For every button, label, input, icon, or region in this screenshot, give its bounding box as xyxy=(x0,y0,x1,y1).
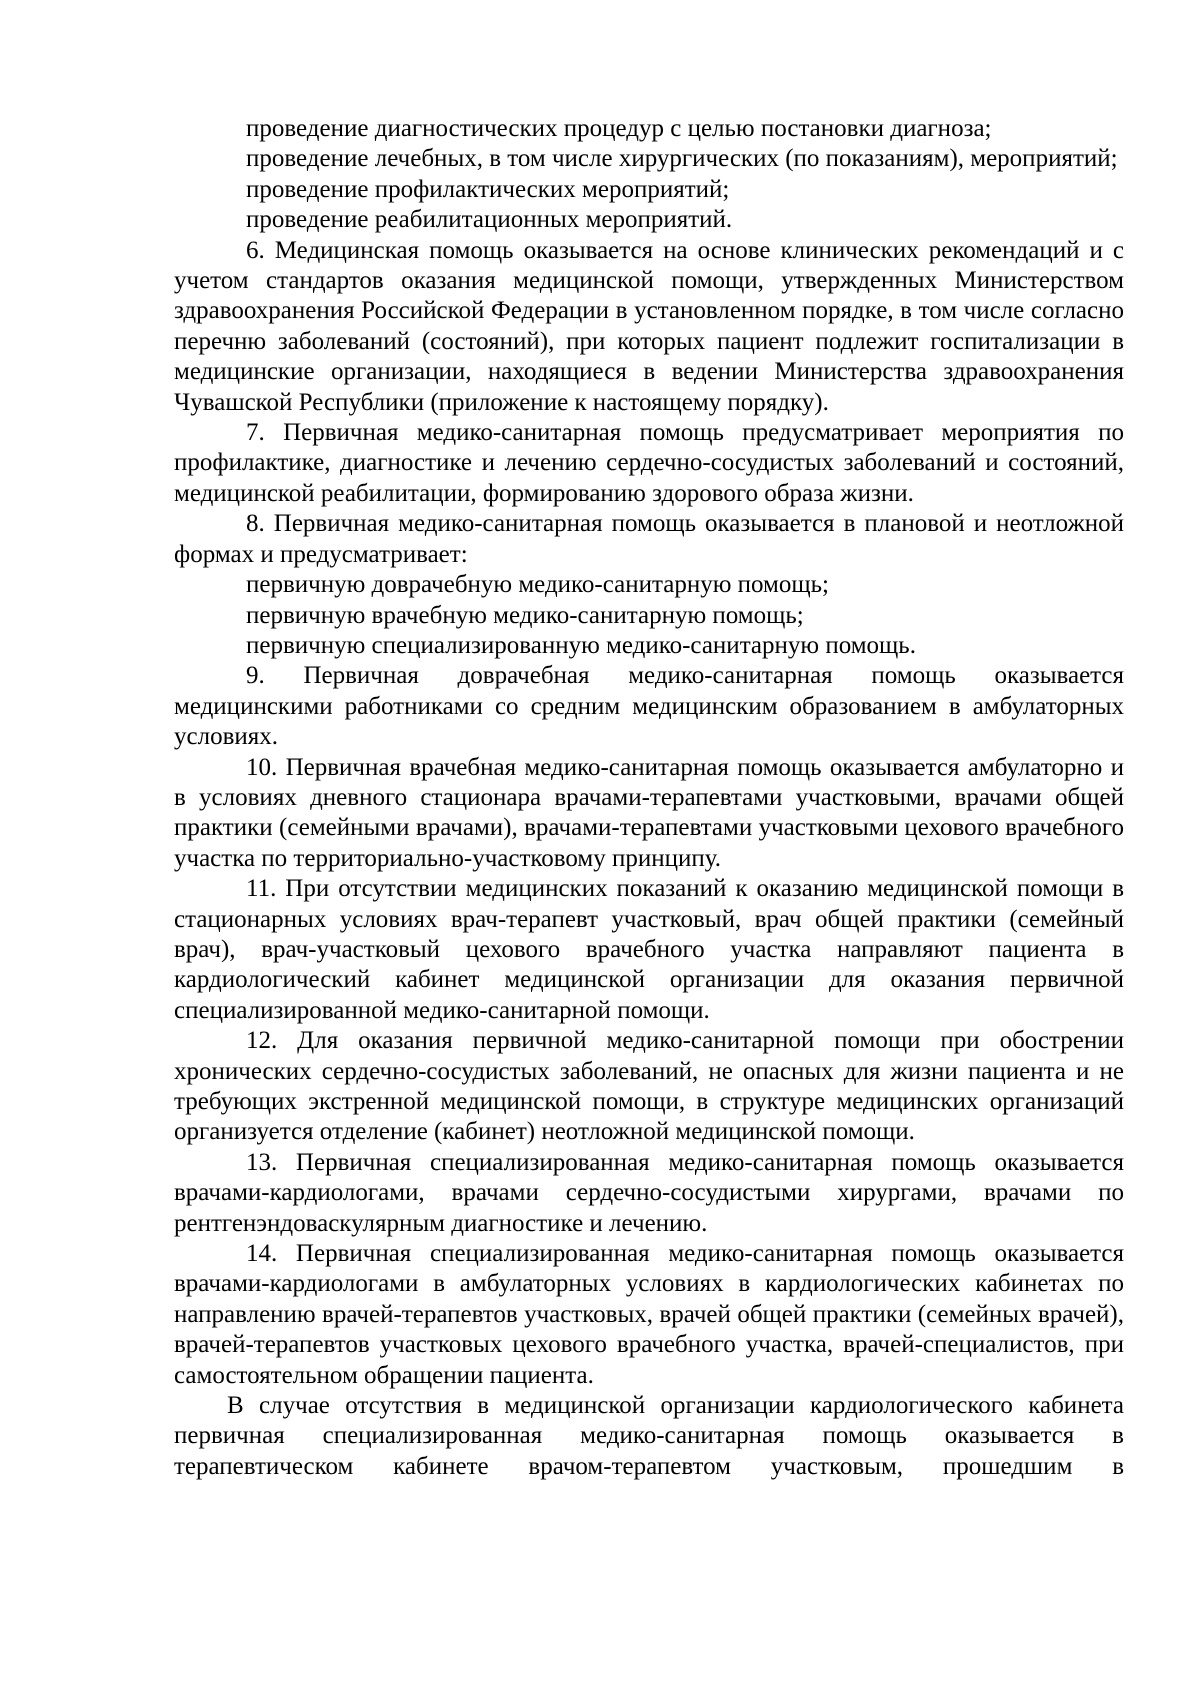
paragraph-treatment: проведение лечебных, в том числе хирургических (по показаниям), мероприятий; xyxy=(246,145,1118,173)
paragraph-prehospital-care: первичную доврачебную медико-санитарную помощь; xyxy=(246,571,829,599)
paragraph-item-10: 10. Первичная врачебная медико-санитарная помощь оказывается амбулаторно и в условиях дневного стационара врачами-терапевтами участковыми, врачами общей практики (семейными врачами), врачами-терапевтами участковыми цехового врачебного участка по территориально-участковому принципу. xyxy=(174,753,1124,872)
paragraph-item-8: 8. Первичная медико-санитарная помощь оказывается в плановой и неотложной формах и предусматривает: xyxy=(174,510,1124,568)
paragraph-item-13: 13. Первичная специализированная медико-санитарная помощь оказывается врачами-кардиологами, врачами сердечно-сосудистыми хирургами, врачами по рентгенэндоваскулярным диагностике и лечению. xyxy=(174,1148,1124,1237)
paragraph-specialized-care: первичную специализированную медико-санитарную помощь. xyxy=(246,631,916,659)
paragraph-item-6: 6. Медицинская помощь оказывается на основе клинических рекомендаций и с учетом стандартов оказания медицинской помощи, утвержденных Министерством здравоохранения Российской Федерации в установленном порядке, в том числе согласно перечню заболеваний (состояний), при которых пациент подлежит госпитализации в медицинские организации, находящиеся в ведении Министерства здравоохранения Чувашской Республики (приложение к настоящему порядку). xyxy=(174,236,1124,416)
paragraph-item-7: 7. Первичная медико-санитарная помощь предусматривает мероприятия по профилактике, диагностике и лечению сердечно-сосудистых заболеваний и состояний, медицинской реабилитации, формированию здорового образа жизни. xyxy=(174,419,1124,507)
paragraph-item-9: 9. Первичная доврачебная медико-санитарная помощь оказывается медицинскими работниками со средним медицинским образованием в амбулаторных условиях. xyxy=(174,662,1124,751)
paragraph-rehabilitation: проведение реабилитационных мероприятий. xyxy=(246,206,733,234)
paragraph-item-14: 14. Первичная специализированная медико-санитарная помощь оказывается врачами-кардиологами в амбулаторных условиях в кардиологических кабинетах по направлению врачей-терапевтов участковых, врачей общей практики (семейных врачей), врачей-терапевтов участковых цехового врачебного участка, врачей-специалистов, при самостоятельном обращении пациента. xyxy=(174,1240,1124,1389)
paragraph-diagnostics: проведение диагностических процедур с целью постановки диагноза; xyxy=(246,115,992,142)
paragraph-item-11: 11. При отсутствии медицинских показаний к оказанию медицинской помощи в стационарных условиях врач-терапевт участковый, врач общей практики (семейный врач), врач-участковый цехового врачебного участка направляют пациента в кардиологический кабинет медицинской организации для оказания первичной специализированной медико-санитарной помощи. xyxy=(174,875,1124,1024)
paragraph-absence-of-cabinet: В случае отсутствия в медицинской организации кардиологического кабинета первичная специализированная медико-санитарная помощь оказывается в терапевтическом кабинете врачом-терапевтом участковым, прошедшим в xyxy=(174,1392,1124,1480)
paragraph-physician-care: первичную врачебную медико-санитарную помощь; xyxy=(246,601,804,629)
document-body xyxy=(174,114,1124,1482)
paragraph-prevention: проведение профилактических мероприятий; xyxy=(246,175,730,203)
paragraph-item-12: 12. Для оказания первичной медико-санитарной помощи при обострении хронических сердечно-сосудистых заболеваний, не опасных для жизни пациента и не требующих экстренной медицинской помощи, в структуре медицинских организаций организуется отделение (кабинет) неотложной медицинской помощи. xyxy=(174,1027,1124,1146)
